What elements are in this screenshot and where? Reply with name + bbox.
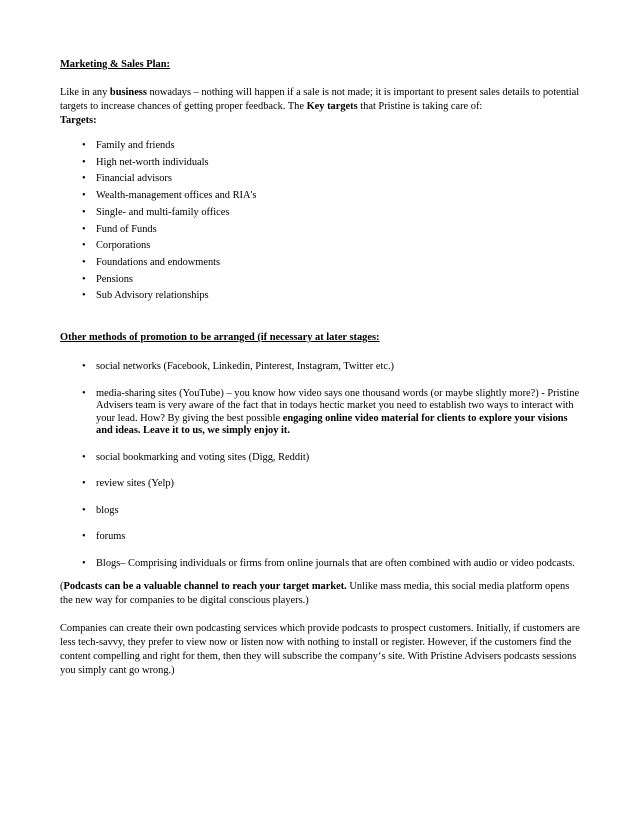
intro-bold-key-targets: Key targets xyxy=(306,101,358,112)
intro-text-3: that Pristine is taking care of: xyxy=(357,101,483,112)
list-item: • social bookmarking and voting sites (Digg, Reddit) xyxy=(60,452,580,465)
list-item: • Blogs– Comprising individuals or firms from online journals that are often combined with audio or video podcasts. xyxy=(60,558,580,571)
podcasts-bold: Podcasts can be a valuable channel to reach your target market. xyxy=(63,581,347,593)
intro-text-2: nowadays – nothing will happen if a sale is not made; it is important to present sales details to potential targets to increase chances of getting proper feedback. The xyxy=(60,87,580,112)
list-item: • Financial advisors xyxy=(60,171,580,188)
closing-paragraph: Companies can create their own podcasting services which provide podcasts to prospect customers. Initially, if customers are less tech-savvy, they prefer to view now or listen now with nothing to install or register. However, if the customers find the content compelling and right for them, then they will subscribe the company‘s site. With Pristine Advisers podcasts sessions you simply cant go wrong.) xyxy=(60,623,580,677)
list-item: • Single- and multi-family offices xyxy=(60,205,580,222)
list-item: • Pensions xyxy=(60,272,580,289)
section-heading-other-methods: Other methods of promotion to be arranged (if necessary at later stages: xyxy=(60,332,380,344)
media-sharing-bold: engaging online video material for clients to explore your visions and ideas. Leave it to us, we simply enjoy it. xyxy=(96,412,568,437)
intro-text-1: Like in any xyxy=(60,87,110,98)
list-item: • Foundations and endowments xyxy=(60,255,580,272)
list-item: • social networks (Facebook, Linkedin, Pinterest, Instagram, Twitter etc.) xyxy=(60,361,580,374)
list-item xyxy=(60,388,580,438)
list-item: • Sub Advisory relationships xyxy=(60,288,580,305)
list-item: • Fund of Funds xyxy=(60,222,580,239)
targets-list xyxy=(60,138,580,305)
list-item: • High net-worth individuals xyxy=(60,155,580,172)
document-page xyxy=(60,58,580,678)
list-item: • Wealth-management offices and RIA's xyxy=(60,188,580,205)
section-heading-marketing: Marketing & Sales Plan: xyxy=(60,59,170,70)
podcasts-paragraph xyxy=(60,580,580,608)
podcasts-open-paren: ( xyxy=(60,581,64,593)
targets-label: Targets: xyxy=(60,115,97,126)
media-sharing-text: media-sharing sites (YouTube) – you know how video says one thousand words (or maybe slightly more?) - Pristine Advisers team is very aware of the fact that in todays hectic market you need to establish two ways to interact with your lead. How? By giving the best possible xyxy=(96,387,580,424)
intro-bold-business: business xyxy=(109,87,147,98)
list-item: • Corporations xyxy=(60,238,580,255)
methods-list xyxy=(60,361,580,570)
podcasts-text: Unlike mass media, this social media platform opens the new way for companies to be digital conscious players.) xyxy=(60,581,570,607)
intro-paragraph xyxy=(60,86,580,114)
list-item: • Family and friends xyxy=(60,138,580,155)
list-item: • review sites (Yelp) xyxy=(60,478,580,491)
list-item: • blogs xyxy=(60,505,580,518)
list-item: • forums xyxy=(60,531,580,544)
